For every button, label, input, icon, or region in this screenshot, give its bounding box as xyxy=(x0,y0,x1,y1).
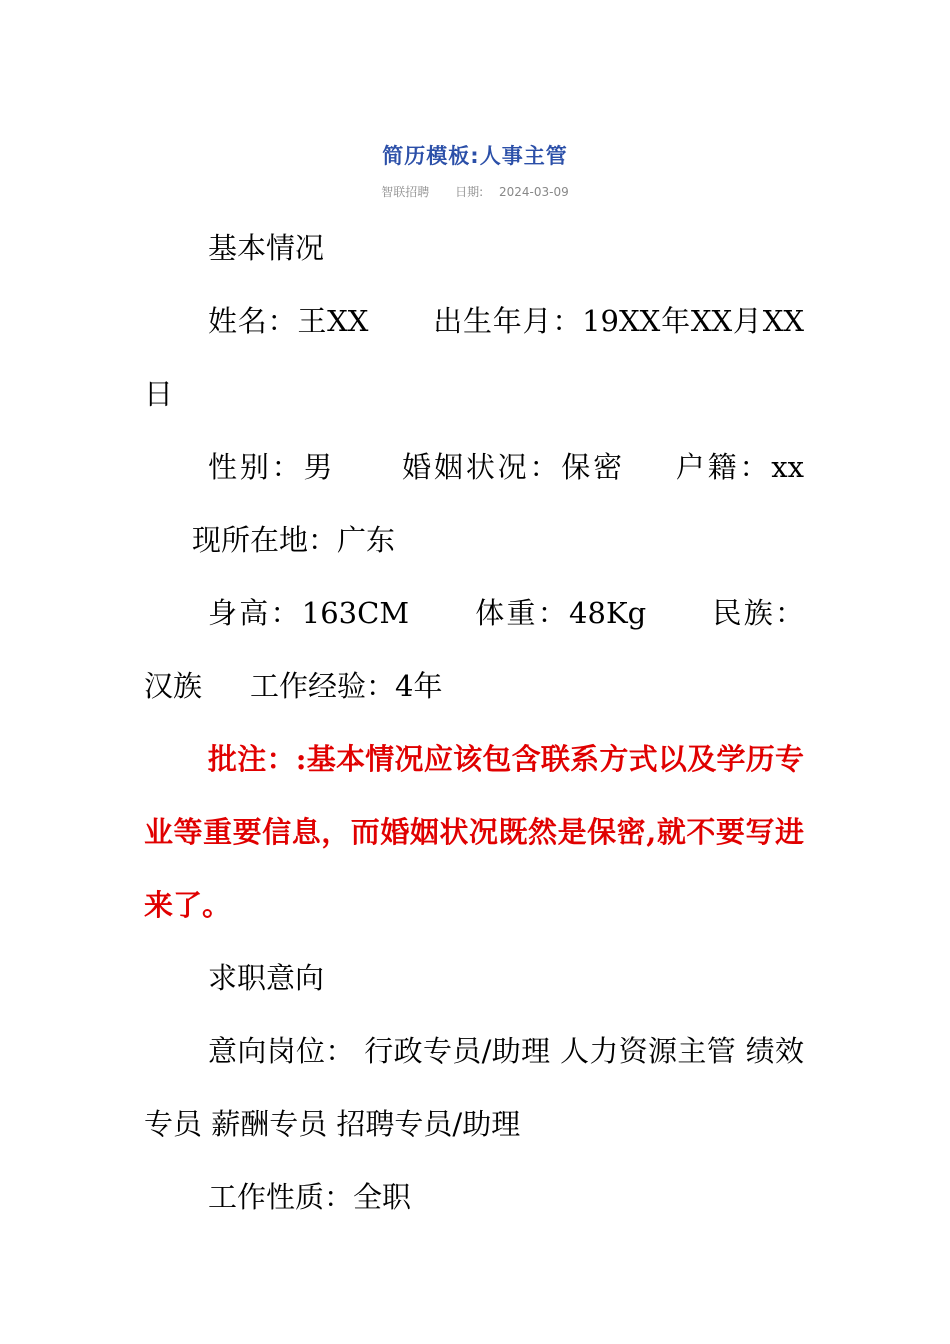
annotation-comment: 批注：:基本情况应该包含联系方式以及学历专业等重要信息，而婚姻状况既然是保密,就不要写进来了。 xyxy=(144,742,804,922)
section-heading-intent: 求职意向 xyxy=(208,961,325,995)
source-label: 智联招聘 xyxy=(381,185,430,199)
date-label: 日期: xyxy=(455,185,484,199)
name-field: 姓名：王XX xyxy=(208,304,369,338)
section-heading-basic: 基本情况 xyxy=(208,231,325,265)
document-title: 简历模板:人事主管 xyxy=(382,144,568,168)
weight-field: 体重：48Kg xyxy=(473,596,647,630)
gender-field: 性别：男 xyxy=(208,450,336,484)
date-value: 2024-03-09 xyxy=(498,185,569,199)
experience-field: 工作经验：4年 xyxy=(250,669,443,703)
ethnicity-field: 民族：汉族 xyxy=(144,596,804,703)
resume-body xyxy=(144,212,804,1234)
basic-line-body xyxy=(144,577,804,723)
birth-field: 出生年月：19XX年XX月XX日 xyxy=(144,304,804,411)
hukou-field: 户籍：xx xyxy=(672,450,804,484)
intended-positions: 意向岗位： 行政专员/助理 人力资源主管 绩效专员 薪酬专员 招聘专员/助理 xyxy=(144,1034,804,1141)
location-field: 现所在地：广东 xyxy=(192,523,396,557)
job-type: 工作性质：全职 xyxy=(208,1180,412,1214)
marital-field: 婚姻状况：保密 xyxy=(399,450,625,484)
height-field: 身高：163CM xyxy=(208,596,410,630)
document-meta xyxy=(0,183,950,200)
basic-line-gender-marital xyxy=(144,431,804,577)
basic-line-name-birth xyxy=(144,285,804,431)
